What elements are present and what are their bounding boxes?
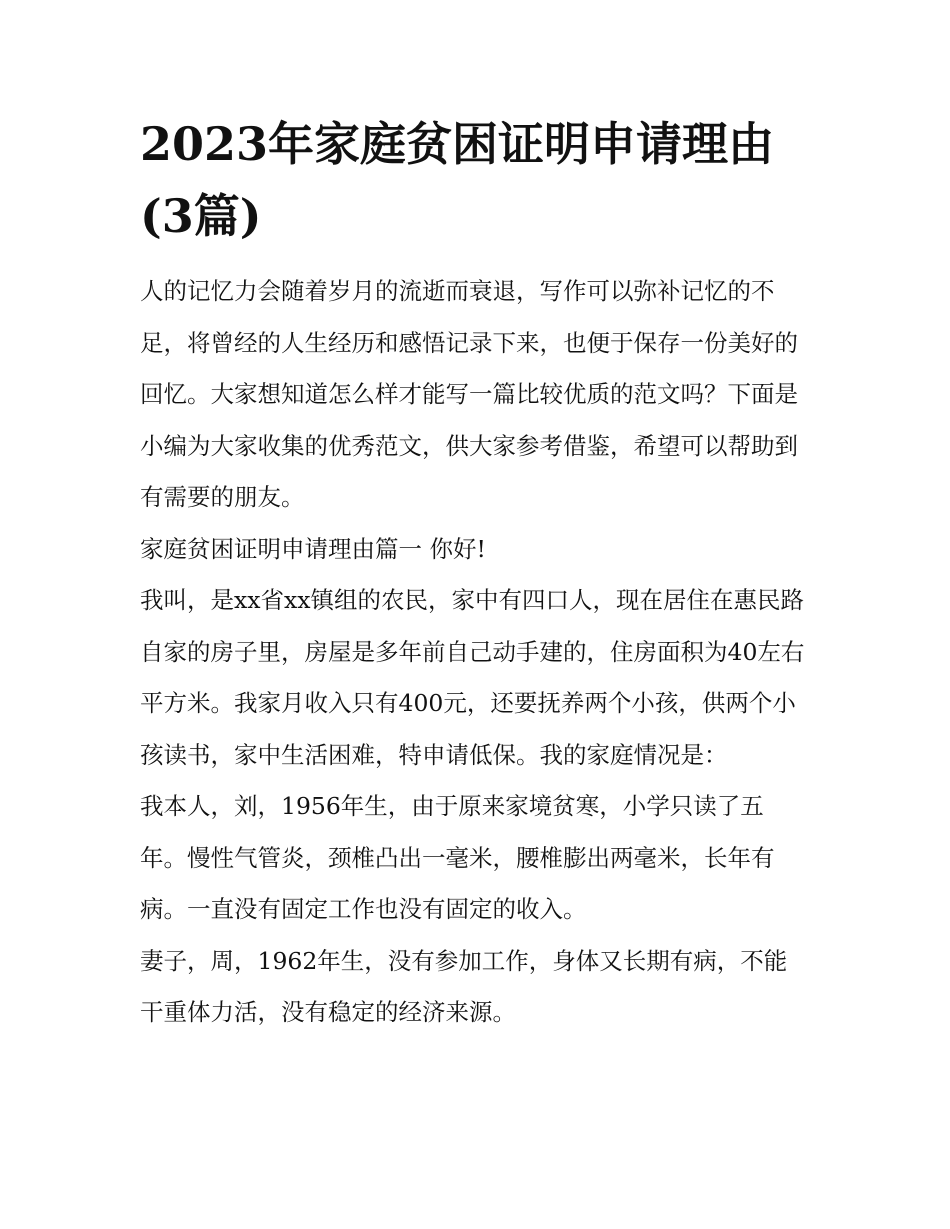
section-heading: 家庭贫困证明申请理由篇一 你好!	[140, 534, 486, 563]
document-page	[140, 108, 810, 1039]
body-paragraph: 妻子，周，1962年生，没有参加工作，身体又长期有病，不能干重体力活，没有稳定的经济来源。	[140, 946, 788, 1026]
document-title: 2023年家庭贫困证明申请理由(3篇)	[140, 117, 775, 243]
intro-paragraph: 人的记忆力会随着岁月的流逝而衰退，写作可以弥补记忆的不足，将曾经的人生经历和感悟记录下来，也便于保存一份美好的回忆。大家想知道怎么样才能写一篇比较优质的范文吗？下面是小编为大家收集的优秀范文，供大家参考借鉴，希望可以帮助到有需要的朋友。	[140, 277, 798, 511]
body-paragraph: 我本人，刘，1956年生，由于原来家境贫寒，小学只读了五年。慢性气管炎，颈椎凸出一毫米，腰椎膨出两毫米，长年有病。一直没有固定工作也没有固定的收入。	[140, 792, 775, 923]
body-paragraph: 我叫，是xx省xx镇组的农民，家中有四口人，现在居住在惠民路自家的房子里，房屋是多年前自己动手建的，住房面积为40左右平方米。我家月收入只有400元，还要抚养两个小孩，供两个小孩读书，家中生活困难，特申请低保。我的家庭情况是：	[140, 586, 805, 769]
